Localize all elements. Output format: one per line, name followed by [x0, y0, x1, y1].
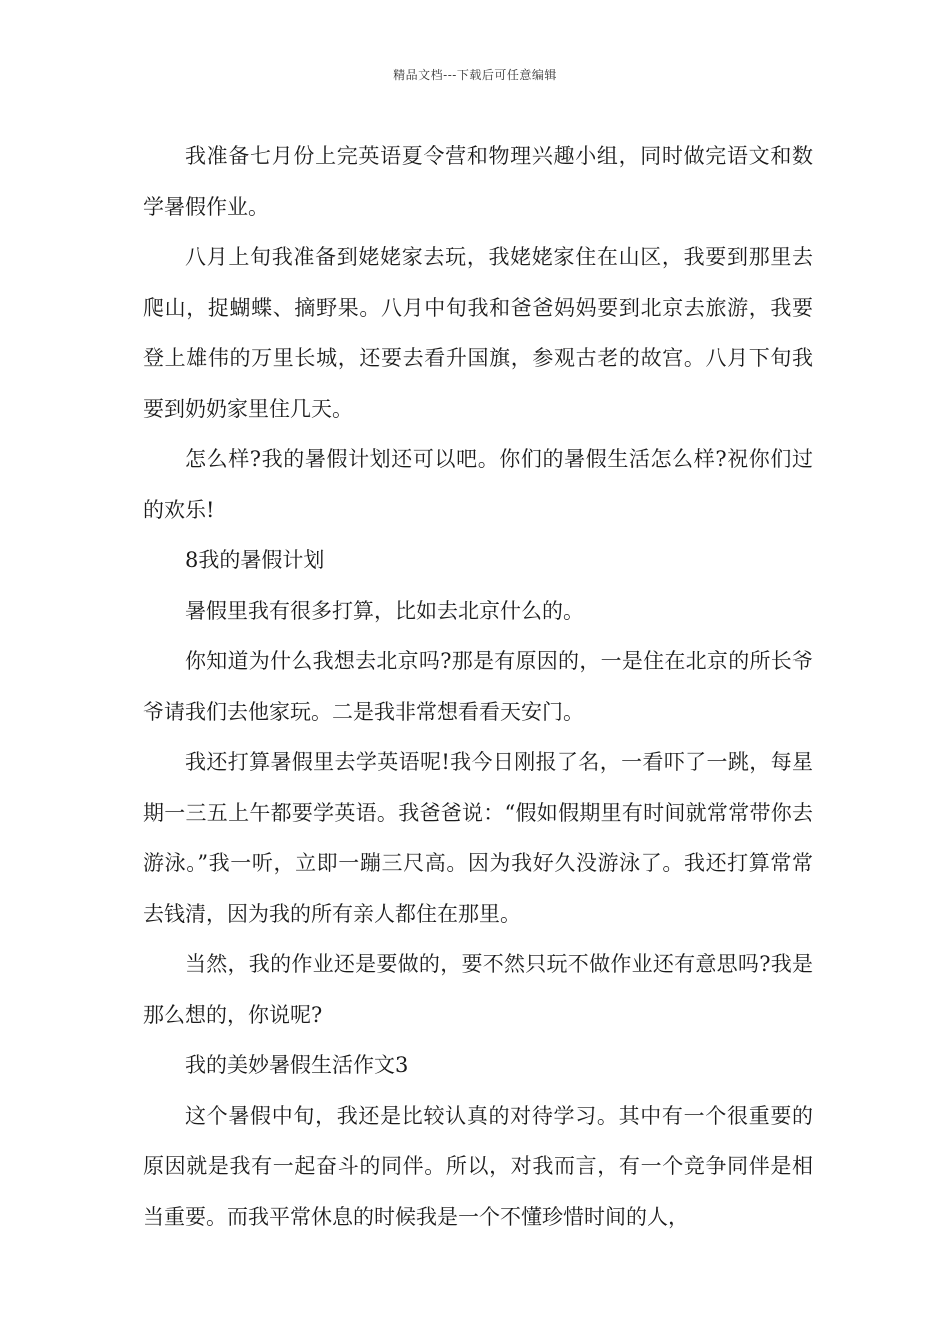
- section-heading-essay-3: 我的美妙暑假生活作文3: [185, 1053, 409, 1077]
- paragraph-english-swimming: 我还打算暑假里去学英语呢!我今日刚报了名，一看吓了一跳，每星期一三五上午都要学英语。我爸爸说：“假如假期里有时间就常常带你去游泳。”我一听，立即一蹦三尺高。因为我好久没游泳了。我还打算常常去钱清，因为我的所有亲人都住在那里。: [143, 750, 813, 926]
- page-header: 精品文档---下载后可任意编辑: [393, 68, 557, 82]
- paragraph-closing-question: 怎么样?我的暑假计划还可以吧。你们的暑假生活怎么样?祝你们过的欢乐!: [143, 447, 813, 522]
- paragraph-study-partner: 这个暑假中旬，我还是比较认真的对待学习。其中有一个很重要的原因就是我有一起奋斗的同伴。所以，对我而言，有一个竞争同伴是相当重要。而我平常休息的时候我是一个不懂珍惜时间的人，: [143, 1103, 813, 1229]
- section-heading-8: 8我的暑假计划: [185, 548, 325, 572]
- document-body: [143, 131, 813, 1242]
- paragraph-summer-intent: 暑假里我有很多打算，比如去北京什么的。: [185, 598, 584, 623]
- paragraph-july-plan: 我准备七月份上完英语夏令营和物理兴趣小组，同时做完语文和数学暑假作业。: [143, 144, 813, 219]
- paragraph-homework: 当然，我的作业还是要做的，要不然只玩不做作业还有意思吗?我是那么想的，你说呢?: [143, 952, 813, 1027]
- paragraph-beijing-reason: 你知道为什么我想去北京吗?那是有原因的，一是住在北京的所长爷爷请我们去他家玩。二是我非常想看看天安门。: [143, 649, 813, 724]
- paragraph-august-plan: 八月上旬我准备到姥姥家去玩，我姥姥家住在山区，我要到那里去爬山，捉蝴蝶、摘野果。八月中旬我和爸爸妈妈要到北京去旅游，我要登上雄伟的万里长城，还要去看升国旗，参观古老的故宫。八月下旬我要到奶奶家里住几天。: [143, 245, 813, 421]
